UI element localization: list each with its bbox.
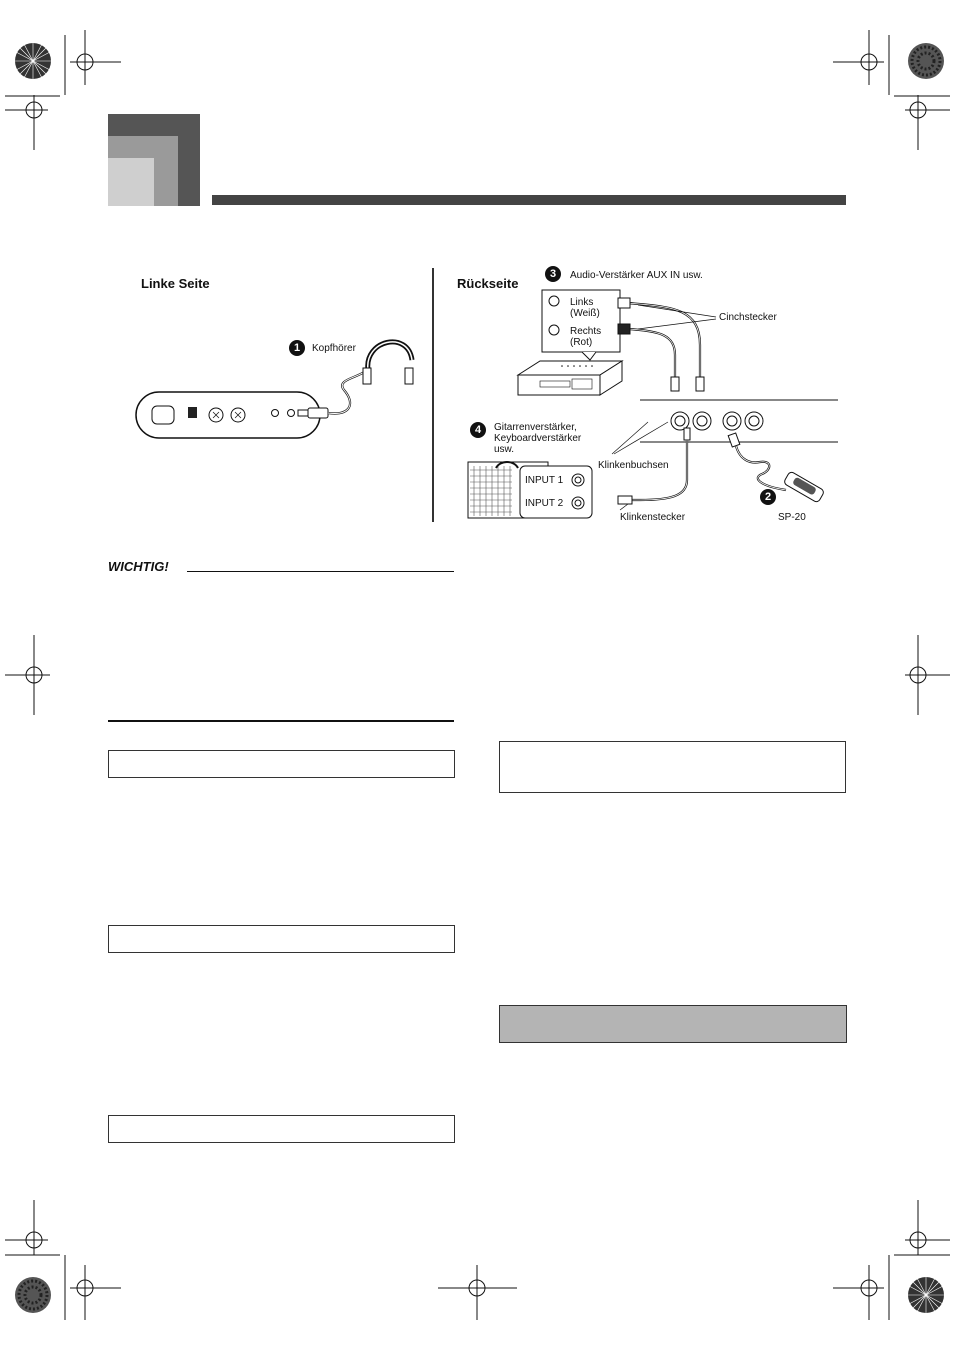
section-header-box-1 (108, 750, 455, 778)
input-2-label: INPUT 2 (525, 498, 564, 509)
important-heading-rule (187, 571, 454, 572)
keyboard-side-panel-illustration (130, 330, 430, 450)
left-jack-label: Links (Weiß) (570, 297, 600, 319)
callout-number-4: 4 (470, 422, 486, 438)
rear-side-heading: Rückseite (457, 276, 519, 291)
right-jack-label: Rechts (Rot) (570, 326, 602, 348)
gray-section-header (499, 1005, 847, 1043)
input-1-label: INPUT 1 (525, 475, 564, 486)
section-header-box-3 (108, 1115, 455, 1143)
cinch-plug-label: Cinchstecker (719, 312, 777, 323)
headphones-label: Kopfhörer (312, 343, 356, 354)
note-box (499, 741, 846, 793)
important-bottom-rule (108, 720, 454, 722)
jack-sockets-label: Klinkenbuchsen (598, 460, 669, 471)
callout-number-2: 2 (760, 489, 776, 505)
guitar-amp-illustration (466, 456, 606, 522)
guitar-amp-label: Gitarrenverstärker, Keyboardverstärker usw. (494, 422, 582, 455)
section-header-box-2 (108, 925, 455, 953)
jack-plug-label: Klinkenstecker (620, 512, 686, 523)
callout-number-3: 3 (545, 266, 561, 282)
audio-amp-label: Audio-Verstärker AUX IN usw. (570, 270, 703, 281)
important-heading: WICHTIG! (108, 559, 169, 574)
left-side-heading: Linke Seite (141, 276, 210, 291)
header-bar (212, 195, 846, 205)
pedal-label: SP-20 (778, 512, 806, 523)
diagram-divider (432, 268, 434, 522)
chapter-tab-light (108, 158, 154, 206)
callout-number-1: 1 (289, 340, 305, 356)
